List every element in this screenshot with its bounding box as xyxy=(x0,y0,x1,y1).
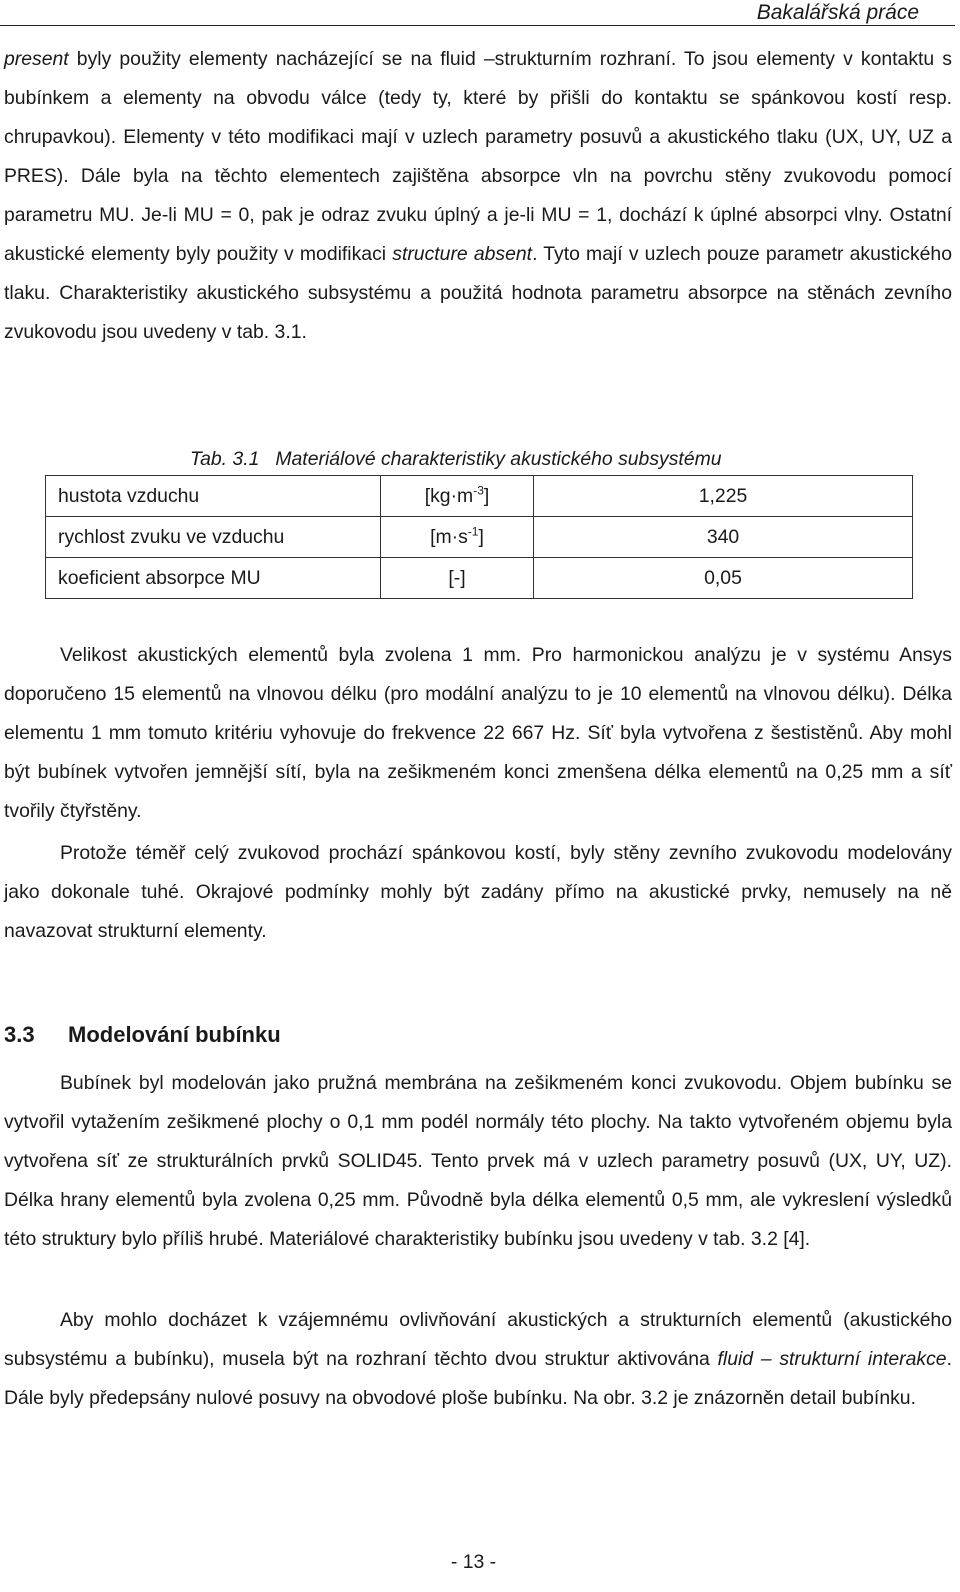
paragraph-rigid-walls: Protože téměř celý zvukovod prochází spánkovou kostí, byly stěny zevního zvukovodu modelovány jako dokonale tuhé. Okrajové podmínky mohly být zadány přímo na akustické prvky, nemusely na ně navazovat strukturní elementy. xyxy=(4,842,952,942)
property-value: 1,225 xyxy=(534,476,913,517)
table-caption-label: Tab. 3.1 xyxy=(190,448,260,470)
page-header xyxy=(0,0,955,26)
table-row xyxy=(46,476,913,517)
property-name: rychlost zvuku ve vzduchu xyxy=(46,517,381,558)
table-caption xyxy=(190,444,722,474)
text-run: fluid – strukturní interakce xyxy=(717,1348,947,1370)
header-title: Bakalářská práce xyxy=(756,1,919,24)
paragraph-fluid-elements xyxy=(4,40,952,352)
property-value: 0,05 xyxy=(534,558,913,599)
property-unit: $[m\cdot s^{-1}]$ xyxy=(381,517,534,558)
page-number: - 13 - xyxy=(450,1551,497,1573)
text-run: Aby mohlo docházet k vzájemnému ovlivňování akustických a strukturních elementů (akustického subsystému a bubínku), musela být na rozhraní těchto dvou struktur aktivována xyxy=(4,1309,952,1370)
text-run: structure absent xyxy=(392,243,533,265)
property-name: hustota vzduchu xyxy=(46,476,381,517)
property-value: 340 xyxy=(534,517,913,558)
property-unit: $[kg\cdot m^{-3}]$ xyxy=(381,476,534,517)
paragraph-interaction xyxy=(4,1301,952,1418)
text-run: . Tyto mají v uzlech pouze parametr akustického tlaku. Charakteristiky akustického subsystému a použitá hodnota parametru absorpce na stěnách zevního zvukovodu jsou uvedeny v tab. 3.1. xyxy=(4,243,953,343)
table-row xyxy=(46,517,913,558)
section-heading xyxy=(4,1020,281,1050)
table-row xyxy=(46,558,913,599)
acoustic-properties-table xyxy=(45,475,913,599)
property-name: koeficient absorpce MU xyxy=(46,558,381,599)
table-caption-text: Materiálové charakteristiky akustického subsystému xyxy=(275,448,722,470)
text-run: present xyxy=(4,48,69,70)
text-run: byly použity elementy nacházející se na fluid –strukturním rozhraní. To jsou elementy v kontaktu s bubínkem a elementy na obvodu válce (tedy ty, které by přišli do kontaktu se spánkovou kostí resp. chrupavkou). Elementy v této modifikaci mají v uzlech parametry posuvů a akustického tlaku (UX, UY, UZ a PRES). Dále byla na těchto elementech zajištěna absorpce vln na povrchu stěny zvukovodu pomocí parametru MU. Je-li MU = 0, pak je odraz zvuku úplný a je-li MU = 1, dochází k úplné absorpci vlny. Ostatní akustické elementy byly použity v modifikaci xyxy=(4,48,952,265)
section-number: 3.3 xyxy=(4,1022,35,1047)
section-title: Modelování bubínku xyxy=(68,1022,281,1047)
property-unit: [-] xyxy=(381,558,534,599)
text-run: . Dále byly předepsány nulové posuvy na obvodové ploše bubínku. Na obr. 3.2 je znázorněn detail bubínku. xyxy=(4,1348,952,1409)
paragraph-element-size: Velikost akustických elementů byla zvolena 1 mm. Pro harmonickou analýzu je v systému Ansys doporučeno 15 elementů na vlnovou délku (pro modální analýzu to je 10 elementů na vlnovou délku). Délka elementu 1 mm tomuto kritériu vyhovuje do frekvence 22 667 Hz. Síť byla vytvořena z šestistěnů. Aby mohl být bubínek vytvořen jemnější sítí, byla na zešikmeném konci zmenšena délka elementů na 0,25 mm a síť tvořily čtyřstěny. xyxy=(4,644,952,822)
paragraph-eardrum-model: Bubínek byl modelován jako pružná membrána na zešikmeném konci zvukovodu. Objem bubínku se vytvořil vytažením zešikmené plochy o 0,1 mm podél normály této plochy. Na takto vytvořeném objemu byla vytvořena síť ze strukturálních prvků SOLID45. Tento prvek má v uzlech parametry posuvů (UX, UY, UZ). Délka hrany elementů byla zvolena 0,25 mm. Původně byla délka elementů 0,5 mm, ale vykreslení výsledků této struktury bylo příliš hrubé. Materiálové charakteristiky bubínku jsou uvedeny v tab. 3.2 [4]. xyxy=(4,1072,952,1250)
